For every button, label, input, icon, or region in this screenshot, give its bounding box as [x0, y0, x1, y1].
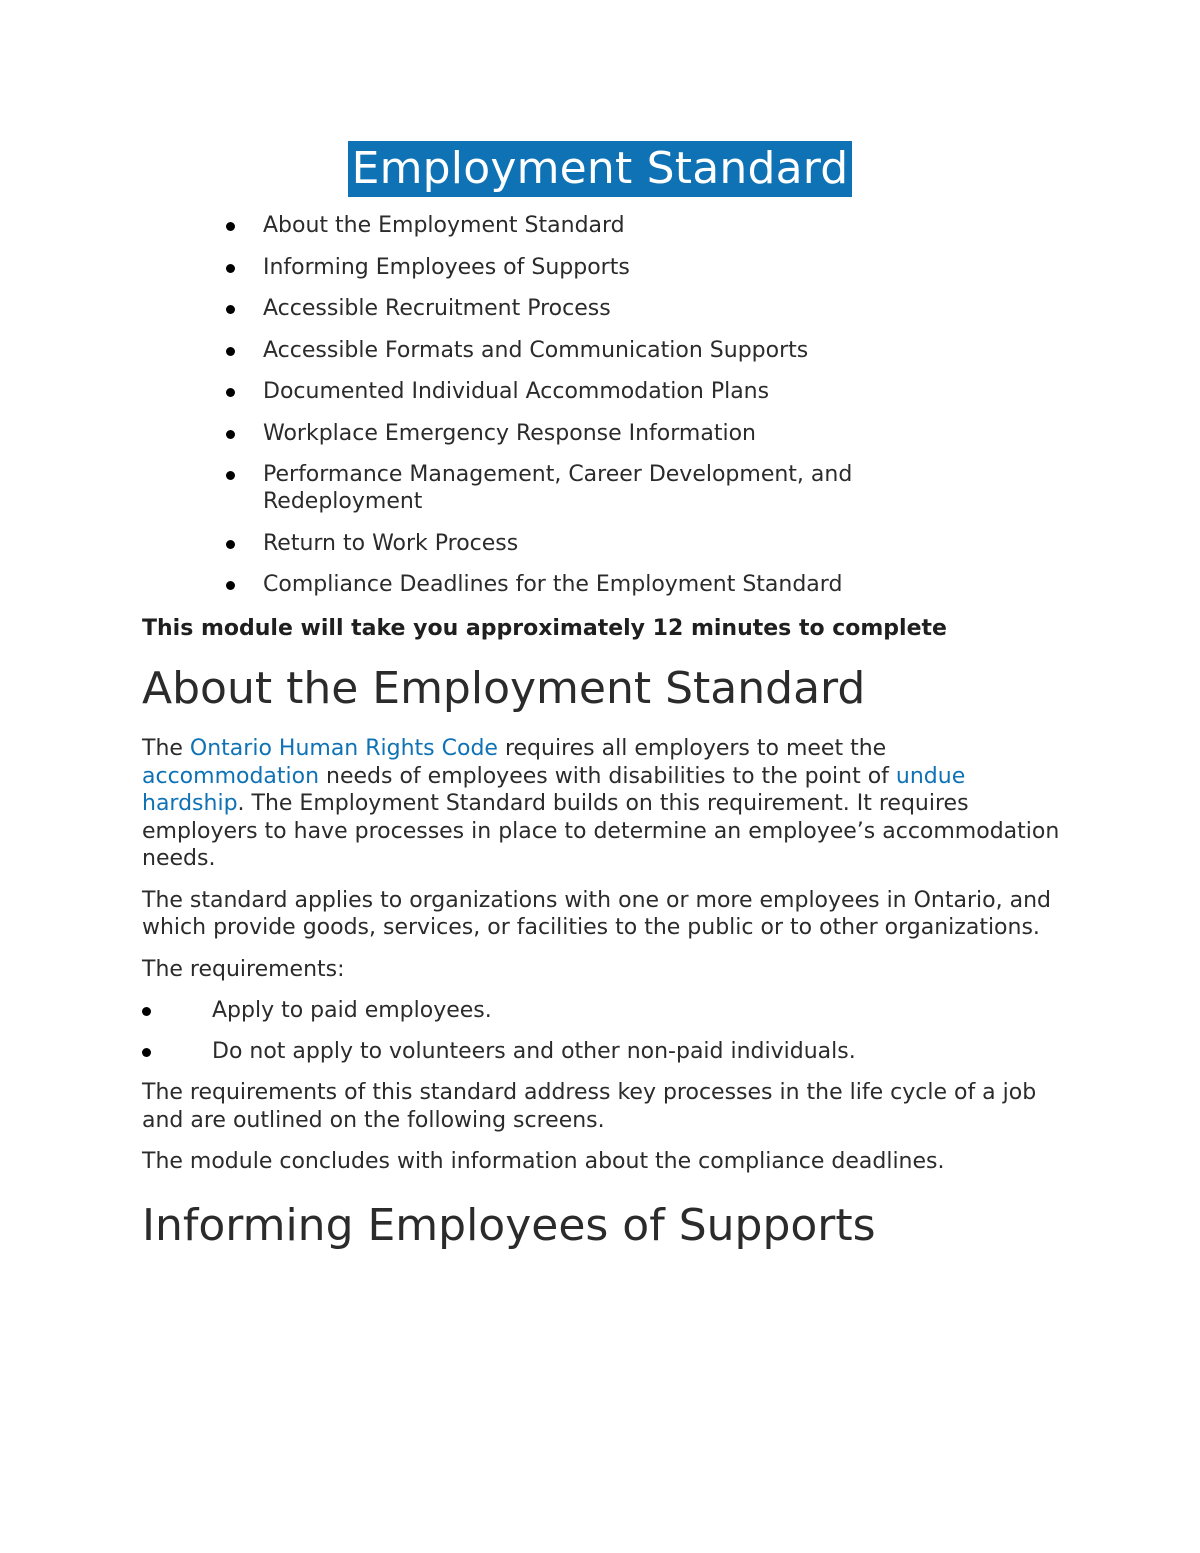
toc-item[interactable] [224, 254, 924, 281]
toc-link[interactable]: Documented Individual Accommodation Plans [263, 379, 770, 404]
requirement-item: Do not apply to volunteers and other non-paid individuals. [142, 1038, 1062, 1065]
module-duration-note: This module will take you approximately 12 minutes to complete [142, 616, 947, 641]
text-segment: . The Employment Standard builds on this requirement. It requires employers to have processes in place to determine an employee’s accommodation needs. [142, 791, 1060, 871]
content-body [142, 612, 1062, 1272]
title-wrapper [0, 141, 1200, 197]
toc-link[interactable]: Accessible Recruitment Process [263, 296, 611, 321]
toc-item[interactable] [224, 571, 924, 598]
document-title: Employment Standard [348, 141, 853, 197]
requirements-label: The requirements: [142, 956, 345, 982]
toc-link[interactable]: Accessible Formats and Communication Supports [263, 337, 809, 363]
toc-link[interactable]: Informing Employees of Supports [263, 254, 630, 280]
section-heading-informing: Informing Employees of Supports [142, 1199, 876, 1251]
toc-link[interactable]: About the Employment Standard [263, 213, 625, 238]
toc-link[interactable]: Performance Management, Career Development, and Redeployment [263, 462, 853, 514]
toc-item[interactable] [224, 530, 924, 557]
processes-paragraph: The requirements of this standard address key processes in the life cycle of a job and are outlined on the following screens. [142, 1080, 1037, 1133]
table-of-contents [224, 212, 924, 613]
toc-item[interactable] [224, 337, 924, 364]
intro-paragraph [142, 735, 1062, 873]
toc-link[interactable]: Compliance Deadlines for the Employment Standard [263, 572, 843, 597]
section-heading-about: About the Employment Standard [142, 663, 866, 714]
toc-item[interactable] [224, 461, 924, 515]
toc-item[interactable] [224, 212, 924, 239]
toc-item[interactable] [224, 420, 924, 447]
link-ontario-human-rights-code[interactable]: Ontario Human Rights Code [189, 736, 498, 761]
conclusion-paragraph: The module concludes with information about the compliance deadlines. [142, 1149, 945, 1174]
toc-link[interactable]: Workplace Emergency Response Information [263, 420, 756, 446]
toc-item[interactable] [224, 378, 924, 405]
toc-item[interactable] [224, 295, 924, 322]
toc-link[interactable]: Return to Work Process [263, 530, 519, 556]
text-segment: requires all employers to meet the [497, 736, 887, 761]
text-segment: needs of employees with disabilities to the point of [319, 763, 896, 789]
requirement-item: Apply to paid employees. [142, 997, 1062, 1024]
text-segment: The [142, 736, 190, 761]
link-accommodation[interactable]: accommodation [142, 763, 320, 789]
applicability-paragraph: The standard applies to organizations with one or more employees in Ontario, and which provide goods, services, or facilities to the public or to other organizations. [142, 887, 1051, 940]
link-undue-hardship[interactable]: undue hardship [142, 763, 966, 816]
requirements-list [142, 997, 1062, 1065]
